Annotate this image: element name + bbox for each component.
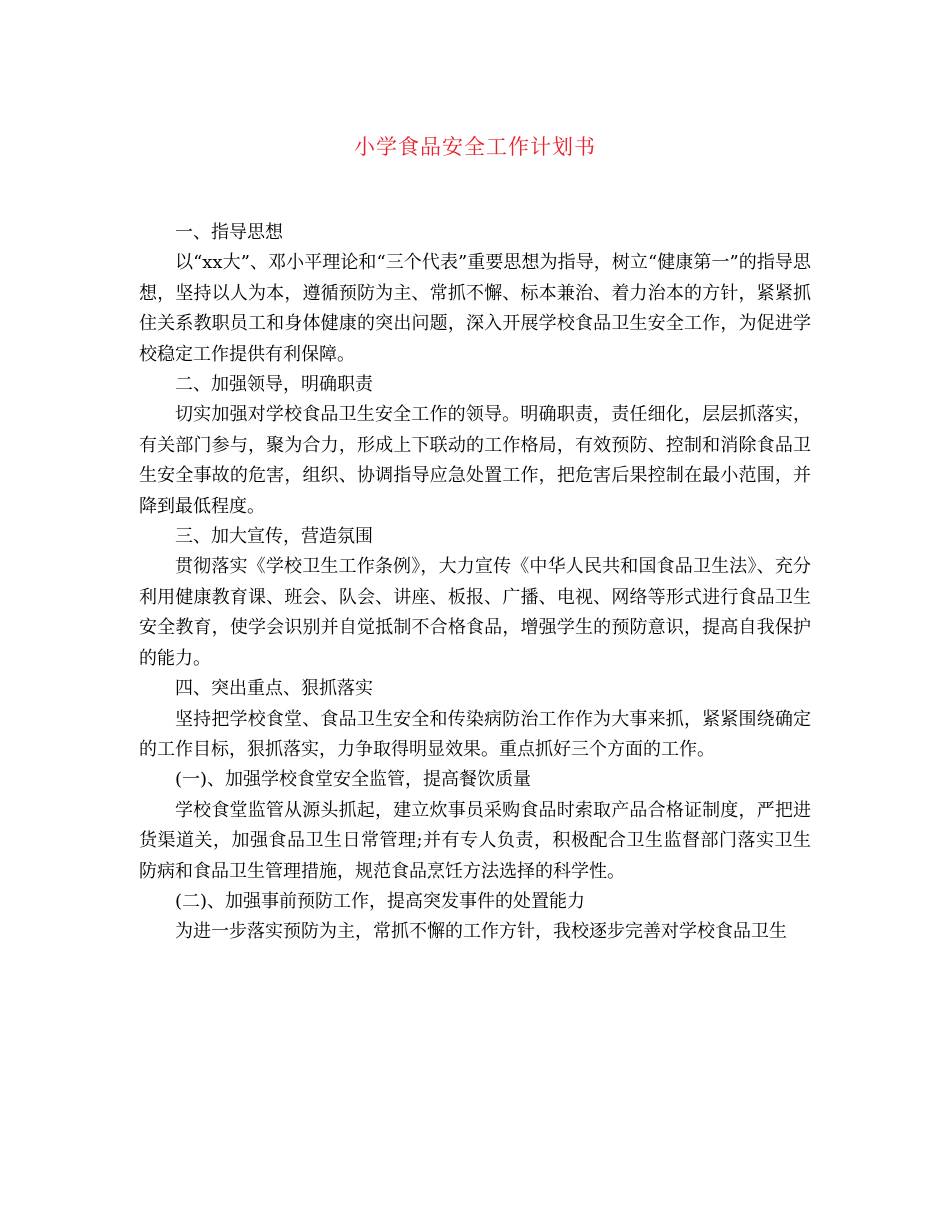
- body-paragraph: 为进一步落实预防为主，常抓不懈的工作方针，我校逐步完善对学校食品卫生: [175, 921, 787, 943]
- body-paragraph: 坚持把学校食堂、食品卫生安全和传染病防治工作作为大事来抓，紧紧围绕确定的工作目标，狠抓落实，力争取得明显效果。重点抓好三个方面的工作。: [139, 708, 811, 760]
- section-heading-leadership: 二、加强领导，明确职责: [175, 374, 373, 396]
- section-heading-key-points: 四、突出重点、狠抓落实: [175, 678, 373, 700]
- section-heading-publicity: 三、加大宣传，营造氛围: [175, 526, 373, 548]
- body-paragraph: 切实加强对学校食品卫生安全工作的领导。明确职责，责任细化，层层抓落实，有关部门参与，聚为合力，形成上下联动的工作格局，有效预防、控制和消除食品卫生安全事故的危害，组织、协调指导应急处置工作，把危害后果控制在最小范围，并降到最低程度。: [139, 404, 811, 517]
- body-paragraph: 学校食堂监管从源头抓起，建立炊事员采购食品时索取产品合格证制度，严把进货渠道关，加强食品卫生日常管理;并有专人负责，积极配合卫生监督部门落实卫生防病和食品卫生管理措施，规范食品烹饪方法选择的科学性。: [139, 799, 811, 882]
- subsection-heading-canteen: (一)、加强学校食堂安全监管，提高餐饮质量: [175, 769, 532, 791]
- document-title: 小学食品安全工作计划书: [354, 135, 596, 159]
- section-heading-guiding-ideology: 一、指导思想: [175, 222, 283, 243]
- subsection-heading-prevention: (二)、加强事前预防工作，提高突发事件的处置能力: [175, 890, 586, 912]
- body-paragraph: 以“xx大”、邓小平理论和“三个代表”重要思想为指导，树立“健康第一”的指导思想，坚持以人为本，遵循预防为主、常抓不懈、标本兼治、着力治本的方针，紧紧抓住关系教职员工和身体健康的突出问题，深入开展学校食品卫生安全工作，为促进学校稳定工作提供有利保障。: [139, 252, 811, 365]
- body-paragraph: 贯彻落实《学校卫生工作条例》，大力宣传《中华人民共和国食品卫生法》、充分利用健康教育课、班会、队会、讲座、板报、广播、电视、网络等形式进行食品卫生安全教育，使学会识别并自觉抵制不合格食品，增强学生的预防意识，提高自我保护的能力。: [139, 556, 811, 669]
- document-body: [139, 218, 811, 948]
